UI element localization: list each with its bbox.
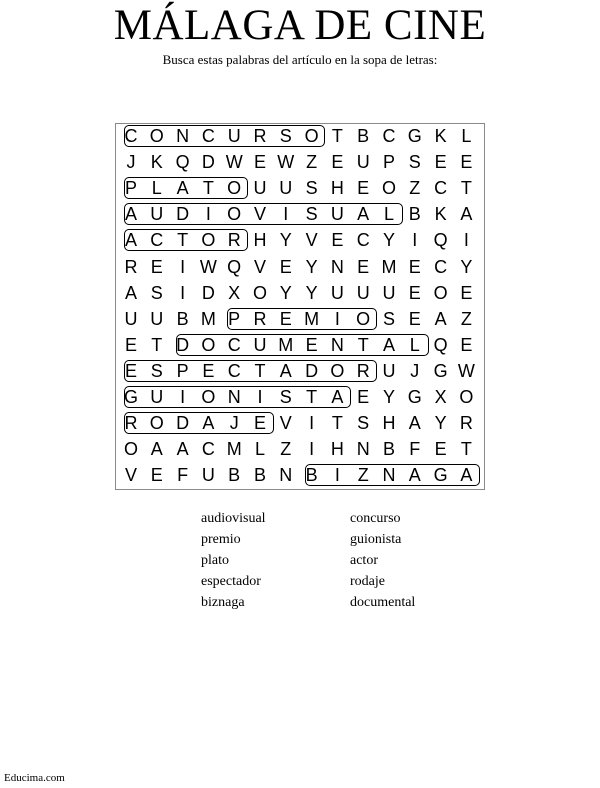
grid-letter[interactable]: N <box>356 439 370 460</box>
word-list-item: biznaga <box>201 595 245 610</box>
grid-letter[interactable]: S <box>357 413 370 434</box>
grid-letter[interactable]: H <box>330 439 344 460</box>
grid-letter[interactable]: D <box>201 282 215 303</box>
grid-letter[interactable]: Q <box>227 256 242 277</box>
grid-letter[interactable]: A <box>408 465 421 486</box>
grid-letter[interactable]: U <box>253 178 267 199</box>
grid-letter[interactable]: K <box>434 126 447 146</box>
grid-letter[interactable]: N <box>382 465 396 486</box>
grid-letter[interactable]: U <box>150 308 164 329</box>
grid-letter[interactable]: S <box>150 282 163 303</box>
grid-letter[interactable]: Y <box>460 256 473 277</box>
grid-letter[interactable]: M <box>200 308 216 329</box>
grid-letter[interactable]: C <box>201 439 215 460</box>
grid-letter[interactable]: R <box>227 230 241 251</box>
grid-letter[interactable]: A <box>124 282 137 303</box>
grid-letter[interactable]: X <box>228 282 241 303</box>
grid-letter[interactable]: J <box>410 360 420 381</box>
grid-letter[interactable]: S <box>279 387 292 407</box>
grid-letter[interactable]: I <box>412 230 418 251</box>
grid-letter[interactable]: E <box>253 152 266 173</box>
grid-letter[interactable]: N <box>279 465 293 486</box>
grid-letter[interactable]: A <box>460 204 473 225</box>
grid-letter[interactable]: V <box>253 256 266 277</box>
grid-letter[interactable]: E <box>460 282 473 303</box>
grid-letter[interactable]: E <box>279 256 292 277</box>
grid-letter[interactable]: P <box>228 308 241 329</box>
grid-letter[interactable]: B <box>408 204 421 225</box>
grid-letter[interactable]: C <box>124 126 138 146</box>
word-list-item: actor <box>350 553 378 568</box>
grid-letter[interactable]: R <box>253 126 267 146</box>
grid-letter[interactable]: O <box>459 387 474 407</box>
grid-letter[interactable]: U <box>150 204 164 225</box>
grid-letter[interactable]: U <box>356 282 370 303</box>
grid-letter[interactable]: M <box>278 334 294 355</box>
grid-letter[interactable]: T <box>177 230 189 251</box>
grid-letter[interactable]: P <box>382 152 395 173</box>
grid-letter[interactable]: T <box>202 178 214 199</box>
grid-letter[interactable]: S <box>382 308 395 329</box>
grid-letter[interactable]: E <box>357 178 370 199</box>
grid-letter[interactable]: D <box>176 334 190 355</box>
grid-letter[interactable]: B <box>357 126 370 146</box>
grid-letter[interactable]: L <box>254 439 265 460</box>
grid-letter[interactable]: T <box>151 334 163 355</box>
grid-letter[interactable]: A <box>434 308 447 329</box>
grid-letter[interactable]: C <box>227 334 241 355</box>
grid-letter[interactable]: O <box>381 178 396 199</box>
grid-letter[interactable]: C <box>434 256 448 277</box>
grid-letter[interactable]: Z <box>357 465 369 486</box>
grid-letter[interactable]: R <box>124 413 138 434</box>
grid-letter[interactable]: G <box>407 126 422 146</box>
grid-letter[interactable]: C <box>201 126 215 146</box>
footer-credit: Educima.com <box>4 772 65 784</box>
grid-letter[interactable]: Q <box>433 230 448 251</box>
grid-letter[interactable]: E <box>460 152 473 173</box>
grid-letter[interactable]: U <box>279 178 293 199</box>
grid-letter[interactable]: E <box>434 152 447 173</box>
grid-letter[interactable]: T <box>331 126 343 146</box>
grid-letter[interactable]: O <box>227 204 242 225</box>
grid-letter[interactable]: N <box>330 256 344 277</box>
grid-letter[interactable]: I <box>180 282 186 303</box>
grid-letter[interactable]: Y <box>382 387 395 407</box>
grid-letter[interactable]: W <box>277 152 295 173</box>
grid-letter[interactable]: P <box>124 178 137 199</box>
grid-letter[interactable]: Y <box>305 256 318 277</box>
grid-letter[interactable]: A <box>331 387 344 407</box>
grid-letter[interactable]: I <box>205 204 211 225</box>
word-list-item: rodaje <box>350 574 385 589</box>
grid-letter[interactable]: E <box>460 334 473 355</box>
grid-letter[interactable]: R <box>124 256 138 277</box>
grid-letter[interactable]: E <box>124 334 137 355</box>
grid-letter[interactable]: Y <box>279 282 292 303</box>
grid-letter[interactable]: S <box>150 360 163 381</box>
grid-letter[interactable]: Z <box>306 152 318 173</box>
grid-letter[interactable]: Z <box>280 439 292 460</box>
grid-letter[interactable]: L <box>151 178 162 199</box>
grid-letter[interactable]: M <box>226 439 242 460</box>
grid-letter[interactable]: D <box>201 152 215 173</box>
grid-letter[interactable]: R <box>253 308 267 329</box>
grid-letter[interactable]: A <box>150 439 163 460</box>
grid-letter[interactable]: Q <box>175 152 190 173</box>
grid-letter[interactable]: N <box>227 387 241 407</box>
grid-letter[interactable]: I <box>334 465 340 486</box>
grid-letter[interactable]: U <box>356 152 370 173</box>
grid-letter[interactable]: U <box>201 465 215 486</box>
grid-letter[interactable]: U <box>124 308 138 329</box>
grid-letter[interactable]: W <box>199 256 217 277</box>
grid-letter[interactable]: S <box>305 178 318 199</box>
grid-letter[interactable]: O <box>201 334 216 355</box>
grid-letter[interactable]: C <box>227 360 241 381</box>
grid-letter[interactable]: O <box>149 413 164 434</box>
grid-letter[interactable]: D <box>305 360 319 381</box>
grid-letter[interactable]: L <box>409 334 420 355</box>
word-list-item: audiovisual <box>201 511 266 526</box>
grid-letter[interactable]: C <box>382 126 396 146</box>
grid-letter[interactable]: T <box>306 387 318 407</box>
grid-letter[interactable]: E <box>408 256 421 277</box>
grid-letter[interactable]: L <box>383 204 394 225</box>
grid-letter[interactable]: B <box>305 465 318 486</box>
grid-letter[interactable]: R <box>356 360 370 381</box>
grid-letter[interactable]: E <box>305 334 318 355</box>
grid-letter[interactable]: T <box>460 178 472 199</box>
grid-letter[interactable]: U <box>382 360 396 381</box>
grid-letter[interactable]: E <box>279 308 292 329</box>
grid-letter[interactable]: A <box>202 413 215 434</box>
grid-letter[interactable]: E <box>331 230 344 251</box>
grid-letter[interactable]: S <box>279 126 292 146</box>
grid-letter[interactable]: K <box>150 152 163 173</box>
grid-letter[interactable]: I <box>180 256 186 277</box>
grid-letter[interactable]: H <box>253 230 267 251</box>
grid-letter[interactable]: E <box>357 256 370 277</box>
grid-letter[interactable]: S <box>408 152 421 173</box>
grid-letter[interactable]: A <box>124 204 137 225</box>
grid-letter[interactable]: A <box>357 204 370 225</box>
grid-letter[interactable]: X <box>434 387 447 407</box>
grid-letter[interactable]: Z <box>460 308 472 329</box>
grid-letter[interactable]: I <box>309 439 315 460</box>
grid-letter[interactable]: V <box>305 230 318 251</box>
grid-letter[interactable]: N <box>176 126 190 146</box>
word-list-item: documental <box>350 595 416 610</box>
grid-letter[interactable]: Y <box>305 282 318 303</box>
grid-letter[interactable]: I <box>309 413 315 434</box>
grid-letter[interactable]: Y <box>279 230 292 251</box>
grid-letter[interactable]: G <box>433 360 448 381</box>
grid-letter[interactable]: E <box>202 360 215 381</box>
grid-letter[interactable]: H <box>330 178 344 199</box>
grid-letter[interactable]: O <box>227 178 242 199</box>
grid-letter[interactable]: Q <box>433 334 448 355</box>
grid-letter[interactable]: O <box>252 282 267 303</box>
grid-letter[interactable]: B <box>176 308 189 329</box>
grid-letter[interactable]: Y <box>434 413 447 434</box>
grid-letter[interactable]: W <box>457 360 475 381</box>
grid-letter[interactable]: D <box>176 413 190 434</box>
grid-letter[interactable]: H <box>382 413 396 434</box>
grid-letter[interactable]: E <box>408 308 421 329</box>
grid-letter[interactable]: V <box>253 204 266 225</box>
grid-letter[interactable]: E <box>408 282 421 303</box>
word-list-item: premio <box>201 532 241 547</box>
grid-letter[interactable]: U <box>330 282 344 303</box>
grid-letter[interactable]: E <box>150 465 163 486</box>
grid-letter[interactable]: T <box>254 360 266 381</box>
grid-letter[interactable]: I <box>334 308 340 329</box>
grid-letter[interactable]: G <box>407 387 422 407</box>
grid-letter[interactable]: A <box>124 230 137 251</box>
grid-letter[interactable]: U <box>330 204 344 225</box>
grid-letter[interactable]: Z <box>409 178 421 199</box>
grid-letter[interactable]: A <box>279 360 292 381</box>
grid-letter[interactable]: A <box>382 334 395 355</box>
grid-letter[interactable]: V <box>124 465 137 486</box>
grid-letter[interactable]: A <box>176 439 189 460</box>
grid-letter[interactable]: B <box>382 439 395 460</box>
word-list-item: espectador <box>201 574 261 589</box>
grid-letter[interactable]: B <box>228 465 241 486</box>
grid-letter[interactable]: C <box>356 230 370 251</box>
instructions: Busca estas palabras del artículo en la sopa de letras: <box>162 52 438 67</box>
grid-letter[interactable]: C <box>434 178 448 199</box>
grid-letter[interactable]: E <box>124 360 137 381</box>
grid-letter[interactable]: Y <box>382 230 395 251</box>
grid-letter[interactable]: L <box>461 126 472 146</box>
grid-letter[interactable]: S <box>305 204 318 225</box>
grid-letter[interactable]: A <box>408 413 421 434</box>
grid-letter[interactable]: O <box>433 282 448 303</box>
page-title: MÁLAGA DE CINE <box>113 2 487 49</box>
grid-letter[interactable]: T <box>331 413 343 434</box>
grid-letter[interactable]: T <box>460 439 472 460</box>
grid-letter[interactable]: T <box>357 334 369 355</box>
grid-letter[interactable]: E <box>150 256 163 277</box>
grid-letter[interactable]: W <box>225 152 243 173</box>
grid-letter[interactable]: F <box>409 439 421 460</box>
grid-letter[interactable]: M <box>304 308 320 329</box>
grid-letter[interactable]: V <box>279 413 292 434</box>
grid-letter[interactable]: E <box>253 413 266 434</box>
grid-letter[interactable]: I <box>180 387 186 407</box>
grid-letter[interactable]: F <box>177 465 189 486</box>
grid-letter[interactable]: U <box>150 387 164 407</box>
grid-letter[interactable]: O <box>201 230 216 251</box>
grid-letter[interactable]: R <box>459 413 473 434</box>
word-list-item: guionista <box>350 532 402 547</box>
grid-letter[interactable]: O <box>304 126 319 146</box>
grid-letter[interactable]: J <box>229 413 239 434</box>
grid-letter[interactable]: G <box>433 465 448 486</box>
grid-letter[interactable]: G <box>123 387 138 407</box>
grid-letter[interactable]: N <box>330 334 344 355</box>
grid-letter[interactable]: E <box>434 439 447 460</box>
grid-letter[interactable]: E <box>331 152 344 173</box>
grid-letter[interactable]: D <box>176 204 190 225</box>
grid-letter[interactable]: U <box>382 282 396 303</box>
grid-letter[interactable]: J <box>126 152 136 173</box>
grid-letter[interactable]: O <box>123 439 138 460</box>
grid-letter[interactable]: P <box>176 360 189 381</box>
grid-letter[interactable]: I <box>283 204 289 225</box>
grid-letter[interactable]: C <box>150 230 164 251</box>
grid-letter[interactable]: K <box>434 204 447 225</box>
grid-letter[interactable]: E <box>357 387 370 407</box>
word-list-item: concurso <box>350 511 401 526</box>
grid-letter[interactable]: O <box>201 387 216 407</box>
grid-letter[interactable]: A <box>460 465 473 486</box>
grid-letter[interactable]: I <box>257 387 263 407</box>
grid-letter[interactable]: O <box>149 126 164 146</box>
grid-letter[interactable]: M <box>381 256 397 277</box>
grid-letter[interactable]: U <box>253 334 267 355</box>
grid-letter[interactable]: U <box>227 126 241 146</box>
grid-letter[interactable]: I <box>463 230 469 251</box>
grid-letter[interactable]: A <box>176 178 189 199</box>
grid-letter[interactable]: B <box>253 465 266 486</box>
grid-letter[interactable]: O <box>356 308 371 329</box>
word-list-item: plato <box>201 553 229 568</box>
grid-letter[interactable]: O <box>330 360 345 381</box>
